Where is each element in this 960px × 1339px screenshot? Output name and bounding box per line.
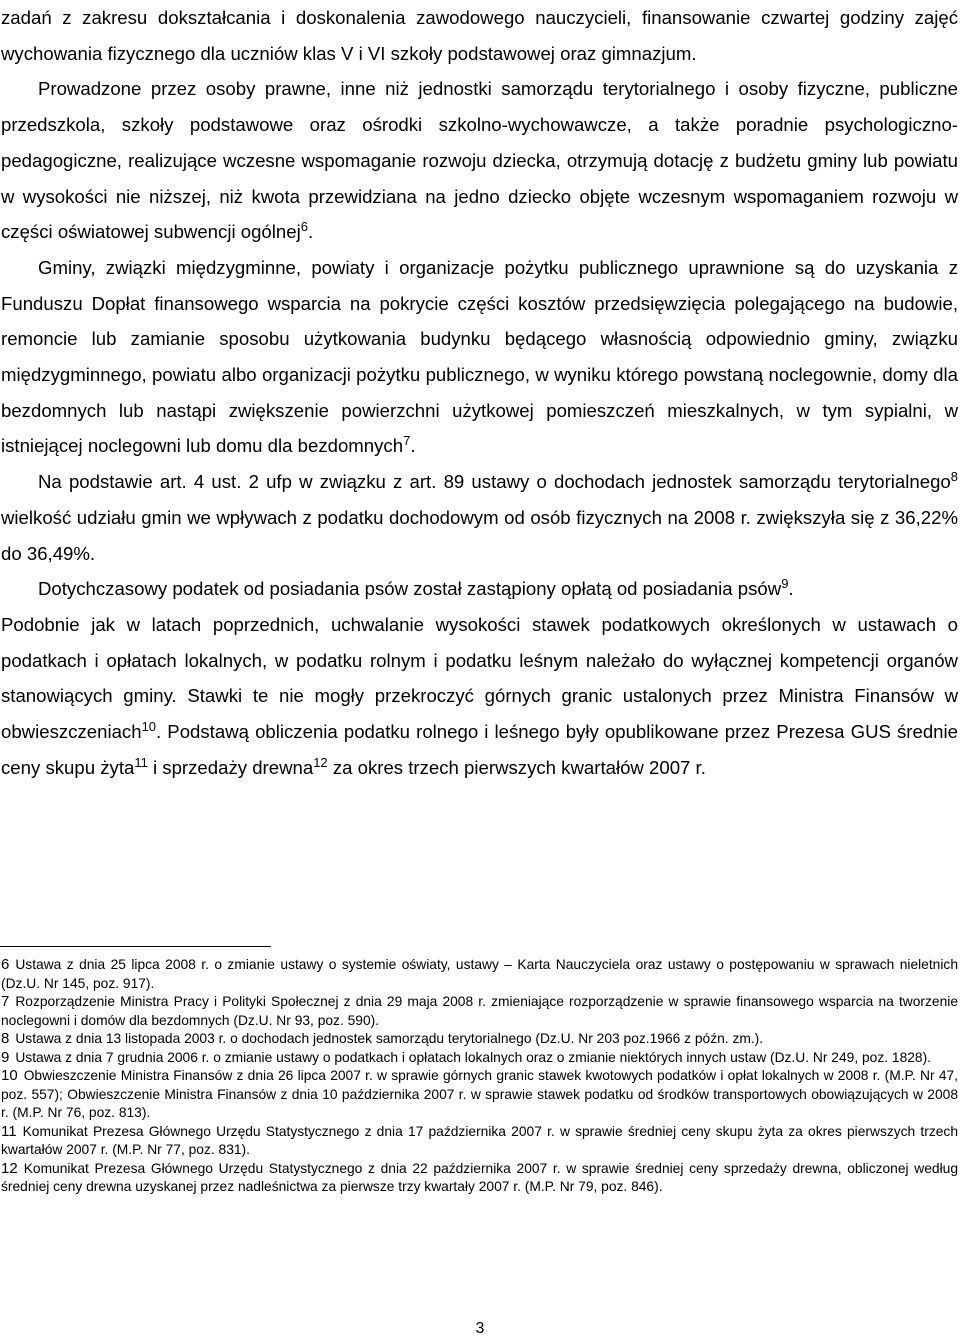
footnote-number: 11 [1, 1122, 17, 1140]
paragraph-text: . [788, 578, 794, 600]
footnote-6 [1, 956, 958, 993]
footnote-text: Komunikat Prezesa Głównego Urzędu Statystycznego z dnia 22 października 2007 r. w sprawie średniej ceny sprzedaży drewna, obliczonej według średniej ceny drewna uzyskanej przez nadleśnictwa za pierwsze trzy kwartały 2007 r. (M.P. Nr 79, poz. 846). [1, 1160, 958, 1194]
paragraph-text: za okres trzech pierwszych kwartałów 2007 r. [327, 756, 706, 778]
paragraph-text: zadań z zakresu dokształcania i doskonalenia zawodowego nauczycieli, finansowanie czwartej godziny zajęć wychowania fizycznego dla uczniów klas V i VI szkoły podstawowej oraz gimnazjum. [1, 7, 958, 64]
paragraph-dog-tax [1, 571, 958, 607]
paragraph-text: Dotychczasowy podatek od posiadania psów został zastąpiony opłatą od posiadania psów [38, 578, 782, 600]
footnote-separator [0, 946, 271, 947]
paragraph-text: wielkość udziału gmin we wpływach z podatku dochodowym od osób fizycznych na 2008 r. zwiększyła się z 36,22% do 36,49%. [1, 506, 958, 564]
paragraph-continuation [1, 0, 958, 71]
paragraph-homeless-shelters [1, 250, 958, 464]
footnote-11 [1, 1123, 958, 1160]
paragraph-text: Gminy, związki międzygminne, powiaty i organizacje pożytku publicznego uprawnione są do uzyskania z Funduszu Dopłat finansowego wsparcia na pokrycie części kosztów przedsięwzięcia polegającego na budowie, remoncie lub zamianie sposobu użytkowania budynku będącego własnością odpowiednio gminy, związku międzygminnego, powiatu albo organizacji pożytku publicznego, w wyniku którego powstaną noclegownie, domy dla bezdomnych lub nastąpi zwiększenie powierzchni użytkowej pomieszczeń mieszkalnych, w tym sypialni, w istniejącej noclegowni lub domu dla bezdomnych [1, 256, 958, 457]
footnote-ref[interactable]: 11 [134, 754, 148, 770]
footnote-10 [1, 1067, 958, 1123]
footnotes [1, 956, 958, 1197]
paragraph-text: i sprzedaży drewna [147, 756, 314, 778]
page-number: 3 [475, 1320, 485, 1337]
footnote-text: Komunikat Prezesa Głównego Urzędu Statystycznego z dnia 17 października 2007 r. w sprawie średniej ceny skupu żyta za okres pierwszych trzech kwartałów 2007 r. (M.P. Nr 77, poz. 831). [1, 1123, 958, 1157]
footnote-number: 9 [1, 1048, 10, 1066]
footnote-number: 10 [1, 1067, 18, 1084]
footnote-ref[interactable]: 8 [950, 469, 958, 485]
footnote-ref[interactable]: 10 [141, 719, 157, 735]
footnote-text: Rozporządzenie Ministra Pracy i Polityki Społecznej z dnia 29 maja 2008 r. zmieniające rozporządzenie w sprawie finansowego wsparcia na tworzenie noclegowni i domów dla bezdomnych (Dz.U. Nr 93, poz. 590). [1, 994, 958, 1028]
paragraph-tax-rates [1, 607, 958, 786]
footnote-number: 7 [1, 993, 10, 1010]
footnote-number: 12 [1, 1159, 18, 1177]
footnote-ref[interactable]: 6 [300, 219, 308, 235]
paragraph-text: Podobnie jak w latach poprzednich, uchwalanie wysokości stawek podatkowych określonych w ustawach o podatkach i opłatach lokalnych, w podatku rolnym i podatku leśnym należało do wyłącznej kompetencji organów stanowiących gminy. Stawki te nie mogły przekroczyć górnych granic ustalonych przez Ministra Finansów w obwieszczeniach [1, 613, 958, 743]
footnote-12 [1, 1160, 958, 1197]
paragraph-income-tax-share [1, 464, 958, 571]
footnote-ref[interactable]: 9 [781, 576, 789, 592]
footnote-ref[interactable]: 12 [313, 754, 328, 770]
footnote-number: 6 [1, 956, 10, 973]
footnote-8 [1, 1030, 958, 1049]
footnote-9 [1, 1049, 958, 1068]
paragraph-preschool-subsidy [1, 71, 958, 250]
footnote-ref[interactable]: 7 [403, 433, 411, 449]
body-text [1, 0, 958, 785]
paragraph-text: Na podstawie art. 4 ust. 2 ufp w związku z art. 89 ustawy o dochodach jednostek samorządu terytorialnego [38, 471, 951, 493]
paragraph-text: Prowadzone przez osoby prawne, inne niż jednostki samorządu terytorialnego i osoby fizyczne, publiczne przedszkola, szkoły podstawowe oraz ośrodki szkolno-wychowawcze, a także poradnie psychologiczno-pedagogiczne, realizujące wczesne wspomaganie rozwoju dziecka, otrzymują dotację z budżetu gminy lub powiatu w wysokości nie niższej, niż kwota przewidziana na jedno dziecko objęte wczesnym wspomaganiem rozwoju w części oświatowej subwencji ogólnej [1, 78, 958, 243]
footnote-text: Ustawa z dnia 13 listopada 2003 r. o dochodach jednostek samorządu terytorialnego (Dz.U. Nr 203 poz.1966 z późn. zm.). [15, 1031, 764, 1046]
paragraph-text: . [410, 435, 416, 457]
footnote-number: 8 [1, 1030, 10, 1047]
paragraph-text: . [307, 221, 314, 243]
footnote-text: Ustawa z dnia 7 grudnia 2006 r. o zmianie ustawy o podatkach i opłatach lokalnych oraz o zmianie niektórych innych ustaw (Dz.U. Nr 249, poz. 1828). [15, 1049, 932, 1065]
footnote-7 [1, 993, 958, 1030]
paragraph-text: . Podstawą obliczenia podatku rolnego i leśnego były opublikowane przez Prezesa GUS średnie ceny skupu żyta [1, 721, 958, 778]
footnote-text: Ustawa z dnia 25 lipca 2008 r. o zmianie ustawy o systemie oświaty, ustawy – Karta Nauczyciela oraz ustawy o postępowaniu w sprawach nieletnich (Dz.U. Nr 145, poz. 917). [1, 957, 958, 991]
footnote-text: Obwieszczenie Ministra Finansów z dnia 26 lipca 2007 r. w sprawie górnych granic stawek kwotowych podatków i opłat lokalnych w 2008 r. (M.P. Nr 47, poz. 557); Obwieszczenie Ministra Finansów z dnia 10 października 2007 r. w sprawie stawek podatku od środków transportowych obowiązujących w 2008 r. (M.P. Nr 76, poz. 813). [1, 1068, 958, 1120]
